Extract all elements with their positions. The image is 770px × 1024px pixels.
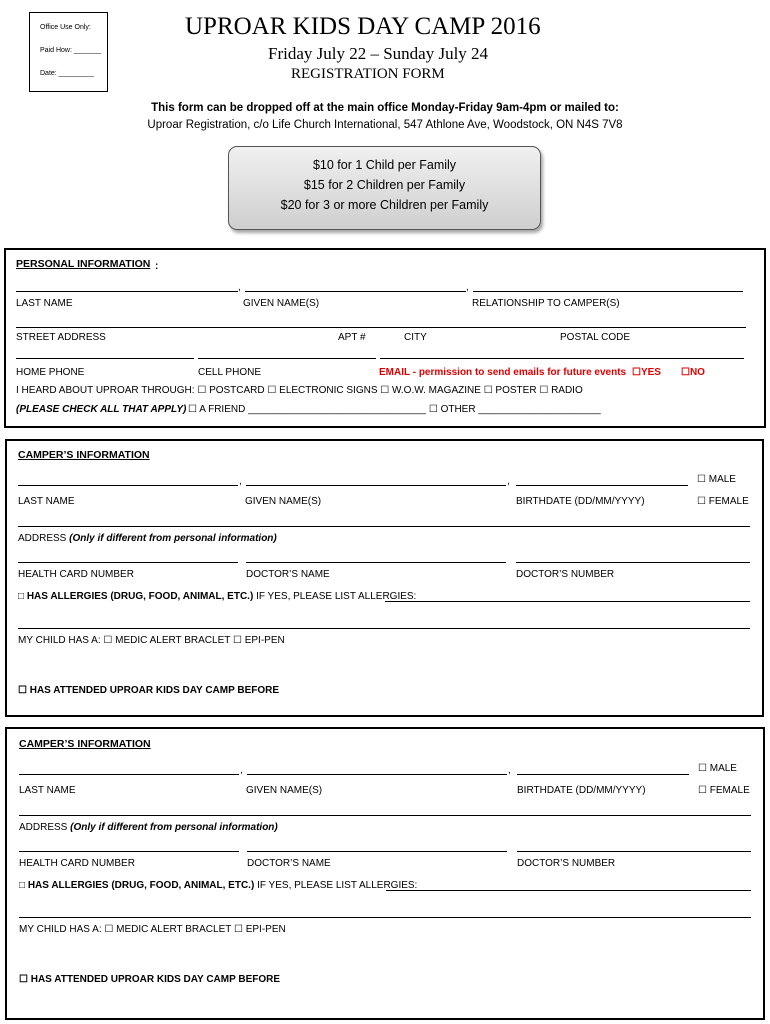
camper-1-label-given-names: GIVEN NAME(S) (245, 496, 322, 507)
dropoff-note: This form can be dropped off at the main office Monday-Friday 9am-4pm or mailed to: (151, 102, 619, 114)
camper-2-label-birthdate: BIRTHDATE (DD/MM/YYYY) (517, 785, 646, 796)
camper-1-allergies-input[interactable] (385, 601, 750, 602)
friend-other-options[interactable]: ☐ A FRIEND ________________________________ ☐ OTHER ______________________ (188, 404, 601, 415)
price-2-children: $15 for 2 Children per Family (303, 178, 466, 192)
camper-1-birthdate-input[interactable] (516, 485, 688, 486)
camper-2-attended-checkbox[interactable]: ☐ HAS ATTENDED UPROAR KIDS DAY CAMP BEFORE (19, 974, 281, 985)
camper-2-given-names-input[interactable] (247, 774, 507, 775)
camper-1-health-card-input[interactable] (18, 562, 238, 563)
camper-1-female-checkbox[interactable]: ☐ FEMALE (697, 496, 749, 507)
label-last-name: LAST NAME (16, 298, 73, 309)
label-relationship: RELATIONSHIP TO CAMPER(S) (472, 298, 620, 309)
camper-1-last-name-input[interactable] (18, 485, 238, 486)
camper-2-label-last-name: LAST NAME (19, 785, 76, 796)
relationship-input[interactable] (473, 291, 743, 292)
camper-1-label-birthdate: BIRTHDATE (DD/MM/YYYY) (516, 496, 645, 507)
cell-phone-input[interactable] (198, 358, 376, 359)
camper-2-allergies-checkbox[interactable]: □ HAS ALLERGIES (DRUG, FOOD, ANIMAL, ETC.) IF YES, PLEASE LIST ALLERGIES: (19, 880, 418, 891)
camper-1-label-health-card: HEALTH CARD NUMBER (18, 569, 134, 580)
camper-2-medic-options[interactable]: MY CHILD HAS A: ☐ MEDIC ALERT BRACLET ☐ EPI-PEN (19, 924, 286, 935)
camper-2-allergies-input[interactable] (386, 890, 751, 891)
pricing-box (228, 146, 541, 230)
paid-how-field[interactable]: Paid How: _______ (40, 47, 102, 54)
camper-1-attended-checkbox[interactable]: ☐ HAS ATTENDED UPROAR KIDS DAY CAMP BEFORE (18, 685, 280, 696)
camper-1-label-doctor-number: DOCTOR’S NUMBER (516, 569, 615, 580)
camper-1-heading: CAMPER’S INFORMATION (18, 449, 150, 461)
camper-2-last-name-input[interactable] (19, 774, 239, 775)
price-3-children: $20 for 3 or more Children per Family (280, 198, 489, 212)
given-names-input[interactable] (245, 291, 466, 292)
heard-about-options[interactable]: I HEARD ABOUT UPROAR THROUGH: ☐ POSTCARD ☐ ELECTRONIC SIGNS ☐ W.O.W. MAGAZINE ☐ POSTER ☐ RADIO (16, 385, 583, 396)
camper-2-label-health-card: HEALTH CARD NUMBER (19, 858, 135, 869)
label-street-address: STREET ADDRESS (16, 332, 106, 343)
camper-1-doctor-name-input[interactable] (246, 562, 506, 563)
camper-2-female-checkbox[interactable]: ☐ FEMALE (698, 785, 750, 796)
price-1-child: $10 for 1 Child per Family (312, 158, 457, 172)
street-address-input[interactable] (16, 327, 746, 328)
email-yes-checkbox[interactable]: ☐YES (632, 367, 661, 378)
camper-2-label-doctor-number: DOCTOR’S NUMBER (517, 858, 616, 869)
check-all-note: (PLEASE CHECK ALL THAT APPLY) (16, 404, 187, 415)
camper-2-allergies-line-2[interactable] (19, 917, 751, 918)
camper-1-allergies-line-2[interactable] (18, 628, 750, 629)
camper-2-doctor-name-input[interactable] (247, 851, 507, 852)
label-apt: APT # (338, 332, 366, 343)
camper-2-label-given-names: GIVEN NAME(S) (246, 785, 323, 796)
label-city: CITY (404, 332, 427, 343)
camper-1-label-last-name: LAST NAME (18, 496, 75, 507)
office-use-title: Office Use Only: (40, 24, 91, 31)
camper-2-address-input[interactable] (19, 815, 751, 816)
camper-2-heading: CAMPER’S INFORMATION (19, 738, 151, 750)
camper-1-label-address: ADDRESS (Only if different from personal information) (18, 533, 277, 544)
last-name-input[interactable] (16, 291, 238, 292)
personal-info-heading: PERSONAL INFORMATION (16, 258, 151, 270)
camper-2-health-card-input[interactable] (19, 851, 239, 852)
camper-1-label-doctor-name: DOCTOR’S NAME (246, 569, 330, 580)
personal-info-section (4, 248, 766, 428)
form-title: REGISTRATION FORM (291, 66, 445, 82)
date-field[interactable]: Date: _________ (40, 70, 94, 77)
office-use-box (29, 12, 108, 92)
camper-2-male-checkbox[interactable]: ☐ MALE (698, 763, 737, 774)
label-cell-phone: CELL PHONE (198, 367, 261, 378)
event-dates: Friday July 22 – Sunday July 24 (268, 44, 489, 63)
camper-2-label-address: ADDRESS (Only if different from personal information) (19, 822, 278, 833)
home-phone-input[interactable] (16, 358, 194, 359)
label-given-names: GIVEN NAME(S) (243, 298, 320, 309)
label-postal-code: POSTAL CODE (560, 332, 631, 343)
email-no-checkbox[interactable]: ☐NO (681, 367, 705, 378)
camper-2-doctor-number-input[interactable] (517, 851, 751, 852)
camper-2-label-doctor-name: DOCTOR’S NAME (247, 858, 331, 869)
camper-1-given-names-input[interactable] (246, 485, 506, 486)
camper-1-medic-options[interactable]: MY CHILD HAS A: ☐ MEDIC ALERT BRACLET ☐ EPI-PEN (18, 635, 285, 646)
camper-2-birthdate-input[interactable] (517, 774, 689, 775)
email-input[interactable] (380, 358, 744, 359)
label-email-permission: EMAIL - permission to send emails for future events (379, 367, 627, 378)
camper-1-doctor-number-input[interactable] (516, 562, 750, 563)
label-home-phone: HOME PHONE (16, 367, 85, 378)
camper-1-address-input[interactable] (18, 526, 750, 527)
page-title: UPROAR KIDS DAY CAMP 2016 (185, 13, 541, 40)
mailing-address: Uproar Registration, c/o Life Church International, 547 Athlone Ave, Woodstock, ON N4S 7V8 (147, 119, 623, 131)
camper-1-male-checkbox[interactable]: ☐ MALE (697, 474, 736, 485)
camper-1-allergies-checkbox[interactable]: □ HAS ALLERGIES (DRUG, FOOD, ANIMAL, ETC.) IF YES, PLEASE LIST ALLERGIES: (18, 591, 417, 602)
